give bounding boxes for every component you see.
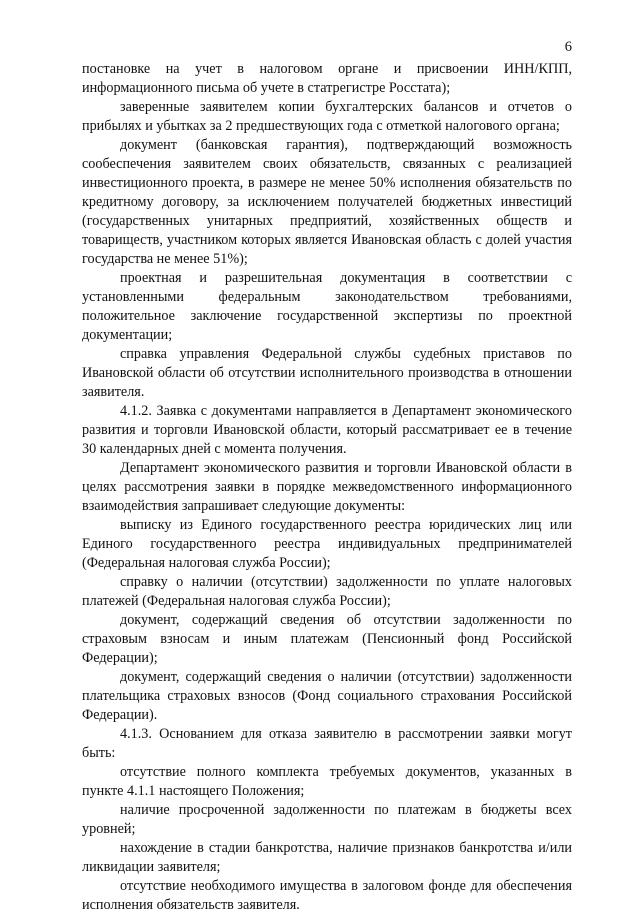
page-number: 6 <box>564 39 572 55</box>
paragraph: документ (банковская гарантия), подтверждающий возможность сообеспечения заявителем своих обязательств, связанных с реализацией инвестиционного проекта, в размере не менее 50% исполнения обязательств по кредитному договору, за исключением получателей бюджетных инвестиций (государственных унитарных предприятий, хозяйственных обществ и товариществ, участником которых является Ивановская область с долей участия государства не менее 51%); <box>82 137 572 267</box>
paragraph: справка управления Федеральной службы судебных приставов по Ивановской области об отсутствии исполнительного производства в отношении заявителя. <box>82 346 572 400</box>
paragraph: документ, содержащий сведения об отсутствии задолженности по страховым взносам и иным платежам (Пенсионный фонд Российской Федерации); <box>82 612 572 666</box>
paragraph: постановке на учет в налоговом органе и присвоении ИНН/КПП, информационного письма об учете в статрегистре Росстата); <box>82 61 572 96</box>
paragraph: заверенные заявителем копии бухгалтерских балансов и отчетов о прибылях и убытках за 2 предшествующих года с отметкой налогового органа; <box>82 99 572 134</box>
paragraph: проектная и разрешительная документация в соответствии с установленными федеральным законодательством требованиями, положительное заключение государственной экспертизы по проектной документации; <box>82 270 572 343</box>
paragraph: 4.1.2. Заявка с документами направляется в Департамент экономического развития и торговли Ивановской области, который рассматривает ее в течение 30 календарных дней с момента получения. <box>82 403 572 457</box>
paragraph: 4.1.3. Основанием для отказа заявителю в рассмотрении заявки могут быть: <box>82 726 572 761</box>
paragraph: документ, содержащий сведения о наличии (отсутствии) задолженности плательщика страховых взносов (Фонд социального страхования Российской Федерации). <box>82 669 572 723</box>
document-body <box>82 60 572 915</box>
paragraph: Департамент экономического развития и торговли Ивановской области в целях рассмотрения заявки в порядке межведомственного информационного взаимодействия запрашивает следующие документы: <box>82 460 572 514</box>
paragraph: нахождение в стадии банкротства, наличие признаков банкротства и/или ликвидации заявителя; <box>82 840 572 875</box>
paragraph: отсутствие необходимого имущества в залоговом фонде для обеспечения исполнения обязательств заявителя. <box>82 878 572 913</box>
paragraph: справку о наличии (отсутствии) задолженности по уплате налоговых платежей (Федеральная налоговая служба России); <box>82 574 572 609</box>
paragraph: наличие просроченной задолженности по платежам в бюджеты всех уровней; <box>82 802 572 837</box>
paragraph: отсутствие полного комплекта требуемых документов, указанных в пункте 4.1.1 настоящего Положения; <box>82 764 572 799</box>
paragraph: выписку из Единого государственного реестра юридических лиц или Единого государственного реестра индивидуальных предпринимателей (Федеральная налоговая служба России); <box>82 517 572 571</box>
